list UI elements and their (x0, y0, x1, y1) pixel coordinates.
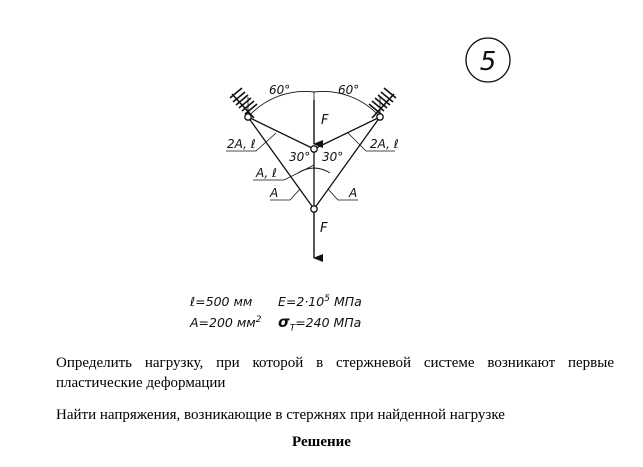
task-text-2: Найти напряжения, возникающие в стержнях при найденной нагрузке (56, 407, 505, 423)
task-text-line-1: Определить нагрузку, при которой в стержневой системе возникают первые (56, 355, 614, 371)
angle-label-top-left: 60° (269, 83, 291, 97)
force-label-top: F (321, 113, 329, 128)
task-text-line-2: пластические деформации (56, 375, 226, 391)
angle-arc-mid-right (314, 168, 330, 173)
angle-label-mid-right: 30° (322, 150, 344, 164)
right-wall-support (369, 88, 396, 118)
force-label-bottom: F (320, 221, 328, 236)
solution-heading: Решение (292, 434, 351, 450)
given-yield-stress: $\sigma_T=240$ МПа (278, 313, 362, 334)
bar-upper-left (248, 117, 314, 149)
bar-label-lower-right: A (349, 186, 358, 200)
bar-label-lower-left: A (270, 186, 279, 200)
problem-number-badge (466, 38, 510, 82)
hinge-left (245, 114, 251, 120)
given-modulus: $E=2\cdot 10^5$ МПа (278, 294, 362, 310)
hinge-middle (311, 146, 317, 152)
problem-number: 5 (479, 47, 497, 77)
hinge-bottom (311, 206, 317, 212)
given-length: ℓ=500 мм (190, 294, 253, 309)
bar-label-middle: A, ℓ (256, 166, 278, 180)
angle-label-mid-left: 30° (289, 150, 311, 164)
bar-label-upper-right: 2A, ℓ (370, 137, 399, 151)
hinge-right (377, 114, 383, 120)
angle-label-top-right: 60° (338, 83, 360, 97)
given-area: A=200 $мм^2$ (190, 315, 262, 331)
bar-label-upper-left: 2A, ℓ (227, 137, 256, 151)
left-wall-support (230, 88, 257, 118)
